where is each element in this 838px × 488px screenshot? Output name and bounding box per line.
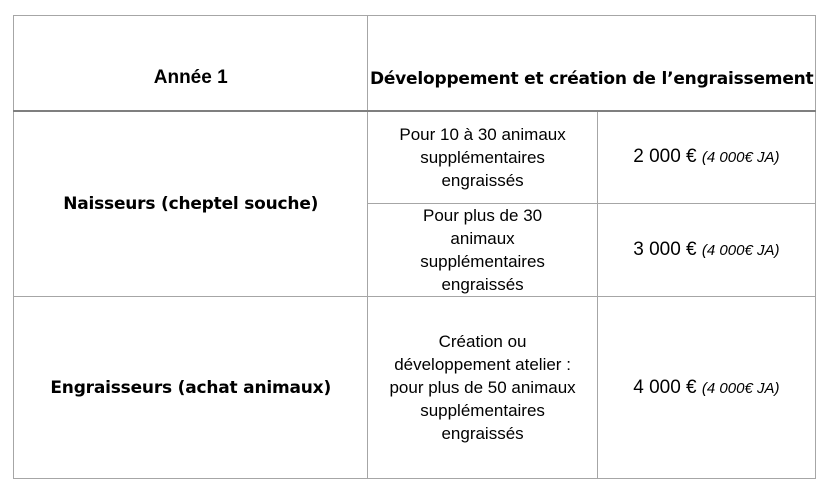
category-engraisseurs: Engraisseurs (achat animaux) <box>14 297 368 479</box>
tier-description <box>368 297 597 479</box>
tier-ja-amount: (4 000€ JA) <box>701 149 780 167</box>
development-header: Développement et création de l’engraissement <box>368 16 816 111</box>
tier-description-text: Pour 10 à 30 animaux supplémentaires engraissés <box>399 124 566 190</box>
tier-description <box>368 111 597 204</box>
tier-description-text: Création ou développement atelier : pour plus de 50 animaux supplémentaires engraissés <box>389 332 576 443</box>
tier-amount-cell <box>597 111 815 204</box>
aid-table <box>13 15 816 479</box>
tier-amount-cell <box>597 204 815 297</box>
table-row <box>14 297 816 479</box>
tier-ja-amount: (4 000€ JA) <box>701 242 780 259</box>
category-naisseurs: Naisseurs (cheptel souche) <box>14 111 368 297</box>
tier-amount: 4 000 € <box>633 376 697 398</box>
tier-amount-cell <box>597 297 815 479</box>
tier-description-text: Pour plus de 30 animaux supplémentaires engraissés <box>420 206 545 294</box>
tier-amount: 2 000 € <box>633 146 697 168</box>
header-row <box>14 16 816 111</box>
year-header: Année 1 <box>14 16 368 111</box>
table-row <box>14 111 816 204</box>
tier-description <box>368 204 597 297</box>
tier-amount: 3 000 € <box>633 239 697 260</box>
tier-ja-amount: (4 000€ JA) <box>701 379 780 397</box>
